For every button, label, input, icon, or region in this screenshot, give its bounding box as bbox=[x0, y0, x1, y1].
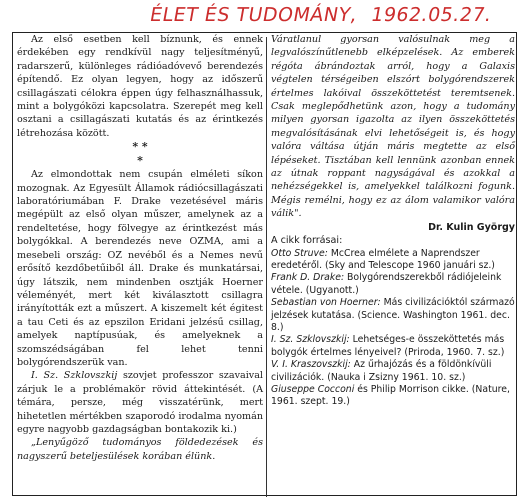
source-text: Bolygórendszerekből rádiójeleink vétele. (Ugyanott.) bbox=[271, 272, 502, 296]
source-author: Sebastian von Hoerner: bbox=[271, 297, 381, 309]
sources-list bbox=[271, 248, 515, 409]
sources-heading: A cikk forrásai: bbox=[271, 235, 343, 247]
source-author: Giuseppe Cocconi bbox=[271, 383, 355, 395]
quoted-author-name: I. Sz. Szklovszkij bbox=[31, 370, 118, 382]
source-text: és Philip Morrison cikke. (Nature, 1961. szept. 19.) bbox=[271, 383, 510, 408]
section-separator-stars: * * * bbox=[132, 140, 148, 168]
left-paragraph-3 bbox=[17, 369, 263, 436]
handwritten-date: 1962.05.27. bbox=[369, 4, 494, 26]
source-text: McCrea elmélete a Naprendszer eredetéről. (Sky and Telescope 1960 januári sz.) bbox=[271, 247, 495, 271]
source-item bbox=[271, 359, 515, 384]
source-item bbox=[271, 297, 515, 334]
source-item bbox=[271, 272, 515, 297]
handwritten-annotation bbox=[148, 4, 503, 26]
source-author: I. Sz. Szklovszkij: bbox=[271, 334, 350, 346]
source-text: Az űrhajózás és a földönkívüli civilizációk. (Nauka i Zsizny 1961. 10. sz.) bbox=[271, 359, 492, 383]
right-paragraph-1: Váratlanul gyorsan valósulnak meg a legvalószínűtlenebb elképzelések. Az emberek régóta ábrándoztak arról, hogy a Galaxis végtelen térségeiben elszórt bolygórendszerek értelmes lakóival összeköttetést teremtsenek. Csak meglepődhetünk azon, hogy a tudomány milyen gyorsan igazolta az ilyen összeköttetés megvalósításának elvi lehetőségeit is, és hogy valóra váltása útján máris megtette az első lépéseket. Tisztában kell lennünk azonban ennek az útnak roppant nagyságával és azokkal a nehézségekkel is, amelyekkel találkozni fogunk. Mégis remélni, hogy ez az álom valamikor valóra válik". bbox=[271, 34, 515, 220]
source-item bbox=[271, 334, 515, 359]
source-author: Otto Struve: bbox=[271, 247, 328, 259]
newspaper-clipping bbox=[12, 32, 517, 496]
right-column bbox=[271, 33, 515, 409]
source-item bbox=[271, 384, 515, 409]
handwritten-source: ÉLET ÉS TUDOMÁNY, bbox=[148, 4, 360, 26]
left-paragraph-1: Az első esetben kell bíznunk, és ennek érdekében egy rendkívül nagy teljesítményű, radarszerű, különleges rádióadóvevő berendezés építendő. Ez olyan legyen, hogy az időszerű csillagászati célokra éppen úgy felhasználhassuk, mint a bolygóközi kapcsolatra. Szerepét meg kell osztani a csillagászati kutatás és az érintkezés létrehozása között. bbox=[17, 34, 263, 139]
column-divider bbox=[266, 37, 267, 497]
left-column bbox=[17, 33, 263, 463]
left-paragraph-3-text: szovjet professzor szavaival zárjuk le a problémakör rövid áttekintését. (A témára, persze, még visszatérünk, mert hihetetlen mértékben szaporodó irodalma nyomán egyre nagyobb gazdagságban bontakozik ki.) bbox=[17, 370, 263, 435]
source-author: Frank D. Drake: bbox=[271, 272, 345, 284]
source-text: Lehetséges-e összeköttetés más bolygók értelmes lényeivel? (Priroda, 1960. 7. sz.) bbox=[271, 334, 505, 358]
source-text: Más civilizációktól származó jelzések kutatása. (Science. Washington 1961. dec. 8.) bbox=[271, 297, 515, 333]
left-paragraph-4: „Lenyűgöző tudományos földedezések és nagyszerű beteljesülések korában élünk. bbox=[17, 437, 263, 462]
article-author: Dr. Kulin György bbox=[428, 221, 515, 233]
left-paragraph-2: Az elmondottak nem csupán elméleti síkon mozognak. Az Egyesült Államok rádiócsillagászati laboratóriumában F. Drake vezetésével máris megépült az első olyan műszer, amelynek az a rendeltetése, hogy fölvegye az érintkezést más bolygókkal. A berendezés neve OZMA, ami a mesebeli ország: OZ nevéből és a Nemes nevű erősítő kezdőbetűiből áll. Drake és munkatársai, úgy látszik, nem mindenben osztják Hoerner véleményét, mert két kiválasztott csillagra irányították ezt a műszert. A kiszemelt két égitest a tau Ceti és az epszilon Eridani jelzésű csillag, amelyek naptípusúak, és amelyeknek a szomszédságában fel lehet tenni bolygórendszerük van. bbox=[17, 169, 263, 368]
source-author: V. I. Kraszovszkij: bbox=[271, 359, 351, 371]
source-item bbox=[271, 248, 515, 273]
